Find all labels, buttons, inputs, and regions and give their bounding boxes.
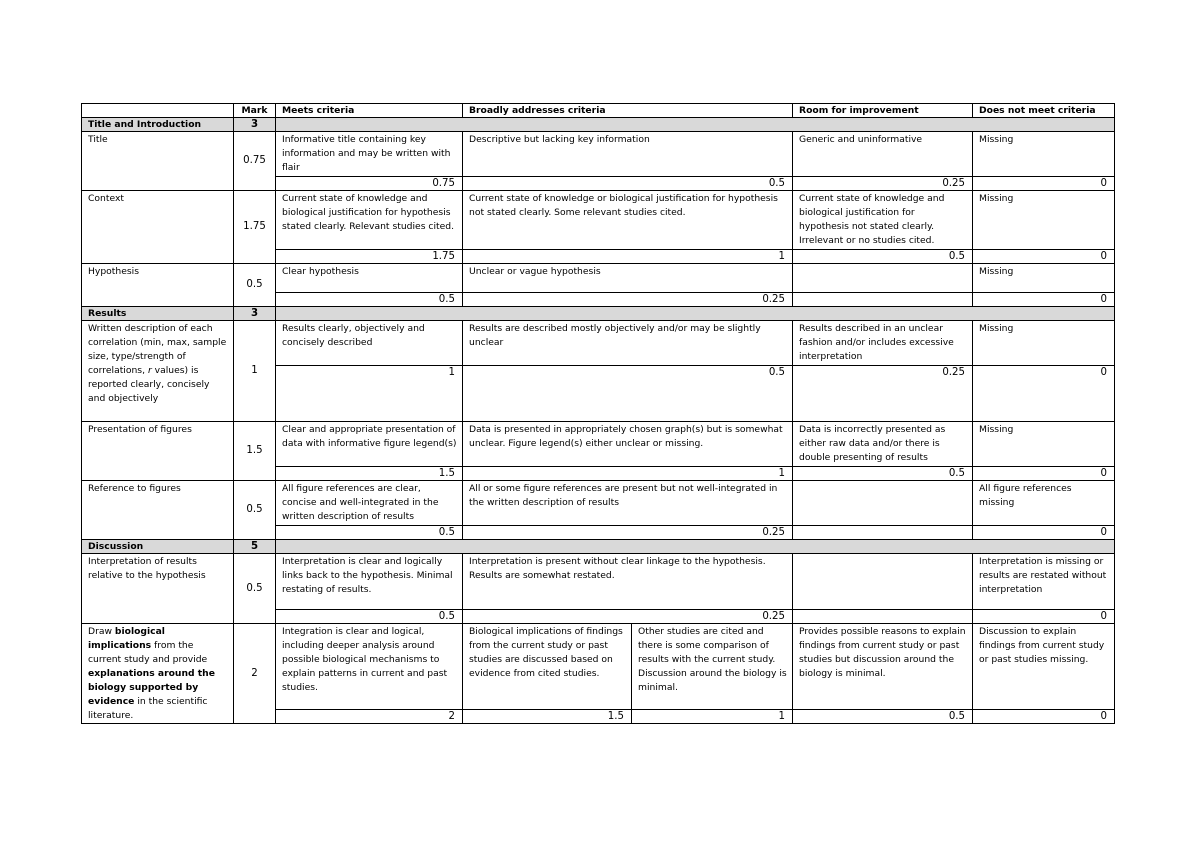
mark-interpretation: 0.5 [234,554,276,624]
mark-written-description: 1 [234,321,276,422]
score-cell: 1 [463,250,793,264]
criterion-reference-figures: Reference to figures [82,481,234,540]
room-hypothesis [793,264,973,293]
row-biological-implications [82,624,1115,710]
section-fill [276,307,1115,321]
criterion-text: Written description of each correlation (min, max, sample size, type/strength of correlations, [88,323,227,376]
broadly-title: Descriptive but lacking key information [463,132,793,177]
header-broadly-addresses: Broadly addresses criteria [463,104,793,118]
meets-interpretation: Interpretation is clear and logically links back to the hypothesis. Minimal restating of results. [276,554,463,610]
meets-hypothesis: Clear hypothesis [276,264,463,293]
score-cell: 0 [973,610,1115,624]
broadly-hypothesis: Unclear or vague hypothesis [463,264,793,293]
section-mark: 3 [234,118,276,132]
broadly-b-biological-implications: Other studies are cited and there is some comparison of results with the current study. Discussion around the biology is minimal. [632,624,793,710]
score-cell: 0.25 [793,366,973,422]
meets-title: Informative title containing key information and may be written with flair [276,132,463,177]
meets-reference-figures: All figure references are clear, concise and well-integrated in the written description of results [276,481,463,526]
notmeet-title: Missing [973,132,1115,177]
notmeet-biological-implications: Discussion to explain findings from current study or past studies missing. [973,624,1115,710]
row-presentation-figures [82,422,1115,467]
score-cell: 1.5 [463,709,632,723]
score-cell: 0.5 [793,467,973,481]
room-interpretation [793,554,973,610]
room-presentation-figures: Data is incorrectly presented as either raw data and/or there is double presenting of results [793,422,973,467]
notmeet-reference-figures: All figure references missing [973,481,1115,526]
meets-written-description: Results clearly, objectively and concisely described [276,321,463,366]
criterion-context: Context [82,191,234,264]
criterion-text: values) is reported clearly, concisely and objectively [88,365,210,404]
section-label: Discussion [82,540,234,554]
header-room-for-improvement: Room for improvement [793,104,973,118]
criterion-hypothesis: Hypothesis [82,264,234,307]
row-context [82,191,1115,250]
criterion-text: from the current study and provide [88,640,208,665]
score-cell: 1 [632,709,793,723]
score-cell: 0.5 [276,293,463,307]
row-title [82,132,1115,177]
room-biological-implications: Provides possible reasons to explain findings from current study or past studies but discussion around the biology is minimal. [793,624,973,710]
broadly-a-biological-implications: Biological implications of findings from the current study or past studies are discussed based on evidence from cited studies. [463,624,632,710]
row-written-description [82,321,1115,366]
criterion-presentation-figures: Presentation of figures [82,422,234,481]
score-cell: 0.5 [463,177,793,191]
notmeet-context: Missing [973,191,1115,250]
broadly-written-description: Results are described mostly objectively and/or may be slightly unclear [463,321,793,366]
meets-biological-implications: Integration is clear and logical, including deeper analysis around possible biological mechanisms to explain patterns in current and past studies. [276,624,463,710]
broadly-context: Current state of knowledge or biological justification for hypothesis not stated clearly. Some relevant studies cited. [463,191,793,250]
mark-hypothesis: 0.5 [234,264,276,307]
score-cell: 0.5 [793,250,973,264]
score-cell: 2 [276,709,463,723]
row-interpretation [82,554,1115,610]
notmeet-written-description: Missing [973,321,1115,366]
row-reference-figures [82,481,1115,526]
score-cell [793,610,973,624]
criterion-biological-implications [82,624,234,724]
notmeet-hypothesis: Missing [973,264,1115,293]
score-cell: 0 [973,467,1115,481]
section-mark: 3 [234,307,276,321]
section-fill [276,118,1115,132]
room-title: Generic and uninformative [793,132,973,177]
score-cell [793,526,973,540]
section-fill [276,540,1115,554]
room-context: Current state of knowledge and biological justification for hypothesis not stated clearly. Irrelevant or no studies cited. [793,191,973,250]
section-discussion [82,540,1115,554]
broadly-interpretation: Interpretation is present without clear linkage to the hypothesis. Results are somewhat restated. [463,554,793,610]
header-row [82,104,1115,118]
section-results [82,307,1115,321]
score-cell: 0.25 [463,293,793,307]
broadly-reference-figures: All or some figure references are present but not well-integrated in the written description of results [463,481,793,526]
room-reference-figures [793,481,973,526]
score-cell: 0 [973,526,1115,540]
score-cell [793,293,973,307]
score-cell: 0.25 [463,610,793,624]
score-cell: 0 [973,250,1115,264]
meets-presentation-figures: Clear and appropriate presentation of data with informative figure legend(s) [276,422,463,467]
score-cell: 0.5 [793,709,973,723]
score-cell: 0.5 [463,366,793,422]
mark-presentation-figures: 1.5 [234,422,276,481]
section-label: Title and Introduction [82,118,234,132]
room-written-description: Results described in an unclear fashion and/or includes excessive interpretation [793,321,973,366]
score-cell: 1.5 [276,467,463,481]
score-cell: 0.5 [276,610,463,624]
mark-title: 0.75 [234,132,276,191]
score-cell: 1.75 [276,250,463,264]
score-cell: 0.25 [793,177,973,191]
score-cell: 0 [973,366,1115,422]
criterion-r-symbol: r [147,365,152,376]
broadly-presentation-figures: Data is presented in appropriately chosen graph(s) but is somewhat unclear. Figure legend(s) either unclear or missing. [463,422,793,467]
criterion-text: Draw [88,626,115,637]
score-cell: 0 [973,293,1115,307]
mark-reference-figures: 0.5 [234,481,276,540]
header-does-not-meet: Does not meet criteria [973,104,1115,118]
score-cell: 0.75 [276,177,463,191]
score-cell: 0 [973,177,1115,191]
marking-rubric-table [81,103,1115,724]
header-criterion [82,104,234,118]
score-cell: 0.5 [276,526,463,540]
notmeet-interpretation: Interpretation is missing or results are restated without interpretation [973,554,1115,610]
score-cell: 1 [463,467,793,481]
meets-context: Current state of knowledge and biological justification for hypothesis stated clearly. Relevant studies cited. [276,191,463,250]
score-cell: 0 [973,709,1115,723]
criterion-emphasis: explanations around the biology supported by evidence [88,668,215,707]
criterion-title: Title [82,132,234,191]
mark-context: 1.75 [234,191,276,264]
section-title-introduction [82,118,1115,132]
criterion-emphasis: biological implications [88,626,165,651]
score-cell: 1 [276,366,463,422]
header-meets-criteria: Meets criteria [276,104,463,118]
section-label: Results [82,307,234,321]
criterion-interpretation: Interpretation of results relative to the hypothesis [82,554,234,624]
criterion-text: in the scientific literature. [88,696,208,721]
mark-biological-implications: 2 [234,624,276,724]
criterion-written-description [82,321,234,422]
section-mark: 5 [234,540,276,554]
header-mark: Mark [234,104,276,118]
notmeet-presentation-figures: Missing [973,422,1115,467]
row-hypothesis [82,264,1115,293]
score-cell: 0.25 [463,526,793,540]
